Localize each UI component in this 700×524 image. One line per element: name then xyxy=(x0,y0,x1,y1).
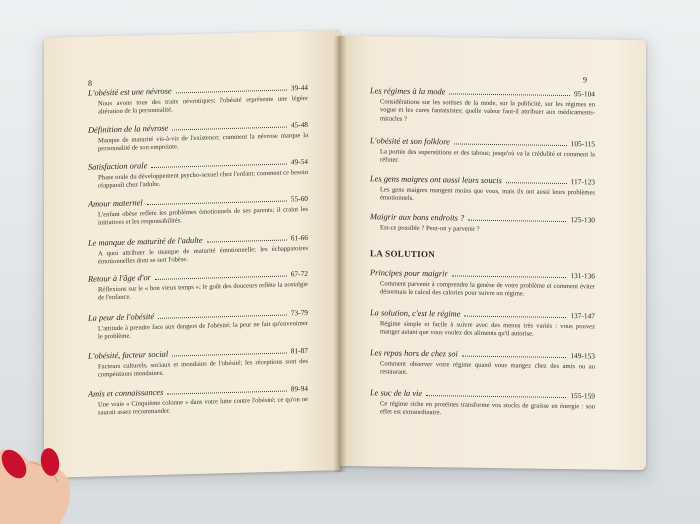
dot-leader xyxy=(468,220,566,222)
dot-leader xyxy=(452,275,567,278)
entry-title: Les régimes à la mode xyxy=(370,86,446,97)
entry-pages: 81-87 xyxy=(290,345,308,356)
toc-entry xyxy=(370,86,595,126)
dot-leader xyxy=(147,201,287,206)
dot-leader xyxy=(167,391,286,395)
entry-title: La solution, c'est le régime xyxy=(370,308,461,319)
toc-entry xyxy=(88,269,308,303)
dot-leader xyxy=(464,316,566,318)
dot-leader xyxy=(462,356,567,358)
entry-pages: 45-48 xyxy=(290,119,308,130)
entry-title: L'obésité et son folklore xyxy=(370,136,450,147)
entry-title: Le suc de la vie xyxy=(370,388,423,399)
entry-description: Considérations sur les sottises de la mode, sur la publicité, sur les régimes en vogue et les cures fantaisistes; quelle valeur faut-il attribuer aux médicaments-miracles ? xyxy=(380,98,595,123)
toc-entry xyxy=(88,194,308,228)
toc-entry xyxy=(370,174,595,206)
entry-description: Réflexions sur le « bon vieux temps »; le goût des douceurs reflète la nostalgie de l'enfance. xyxy=(98,280,308,302)
entry-pages: 67-72 xyxy=(290,268,308,279)
entry-title: Amour maternel xyxy=(88,198,143,209)
toc-entry xyxy=(370,268,595,300)
entry-pages: 73-79 xyxy=(290,307,308,318)
dot-leader xyxy=(155,276,287,280)
entry-description: Comment observer votre régime quand vous mangez chez des amis ou au restaurant. xyxy=(380,360,595,377)
entry-description: Phase orale du développement psycho-sexuel chez l'enfant; comment ce besoin réapparaît chez l'adulte. xyxy=(98,168,308,190)
entry-pages: 49-54 xyxy=(290,156,308,167)
dot-leader xyxy=(158,315,287,319)
entry-description: Nous avons tous des traits névrotiques; l'obésité représente une légère altération de la personnalité. xyxy=(98,94,308,116)
dot-leader xyxy=(454,143,567,146)
toc-entry xyxy=(370,308,595,340)
toc-entry xyxy=(88,384,308,418)
toc-entry xyxy=(88,233,308,267)
dot-leader xyxy=(172,353,287,357)
toc-entry xyxy=(88,308,308,342)
entry-title: Amis et connaissances xyxy=(88,387,164,399)
toc-entry xyxy=(88,120,308,154)
entry-title: Le manque de maturité de l'adulte xyxy=(88,235,203,248)
dot-leader xyxy=(207,240,287,243)
entry-pages: 155-159 xyxy=(570,391,595,401)
entry-pages: 105-115 xyxy=(570,139,595,149)
entry-pages: 125-130 xyxy=(570,215,595,225)
entry-title: Les repas hors de chez soi xyxy=(370,348,458,359)
entry-pages: 95-104 xyxy=(574,89,595,99)
entry-pages: 89-94 xyxy=(290,383,308,394)
toc-entry xyxy=(88,346,308,380)
left-page-number: 8 xyxy=(88,78,92,88)
entry-title: L'obésité est une névrose xyxy=(88,86,172,98)
entry-pages: 61-66 xyxy=(290,232,308,243)
dot-leader xyxy=(506,182,567,184)
left-page xyxy=(44,30,340,478)
entry-description: Manque de maturité vis-à-vis de l'existence; comment la névrose marque la personnalité de son empreinte. xyxy=(98,131,308,153)
entry-title: L'obésité, facteur social xyxy=(88,349,169,361)
toc-entry xyxy=(88,157,308,191)
entry-title: Maigrir aux bons endroits ? xyxy=(370,212,465,223)
book-gutter xyxy=(334,36,346,472)
right-page-number: 9 xyxy=(583,75,587,85)
toc-entry xyxy=(370,348,595,380)
dot-leader xyxy=(176,90,287,94)
entry-pages: 149-153 xyxy=(570,351,595,361)
dot-leader xyxy=(449,93,570,96)
entry-description: Une vraie « Cinquième colonne » dans votre lutte contre l'obésité; ce qu'on ne saurait assez recommander. xyxy=(98,395,308,417)
entry-pages: 117-123 xyxy=(570,177,595,187)
entry-description: L'enfant obèse reflète les problèmes émotionnels de ses parents; il craint les initiatives et les responsabilités. xyxy=(98,205,308,227)
toc-entry xyxy=(370,136,595,168)
entry-description: La portée des superstitions et des tabous; jusqu'où va la crédulité et comment la réfuter. xyxy=(380,148,595,164)
hand-holding-book xyxy=(0,430,100,524)
entry-description: Est-ce possible ? Peut-on y parvenir ? xyxy=(380,224,480,233)
entry-pages: 131-136 xyxy=(570,271,595,281)
section-heading: LA SOLUTION xyxy=(370,248,436,260)
entry-title: Principes pour maigrir xyxy=(370,268,448,279)
dot-leader xyxy=(426,395,566,398)
dot-leader xyxy=(172,127,286,131)
right-page xyxy=(340,36,646,470)
toc-entry xyxy=(370,388,595,420)
entry-description: Comment parvenir à comprendre la genèse de votre problème et comment éviter désormais le calcul des calories pour suivre un régime. xyxy=(380,280,595,298)
entry-title: Les gens maigres ont aussi leurs soucis xyxy=(370,174,502,186)
entry-pages: 137-147 xyxy=(570,311,595,321)
dot-leader xyxy=(151,164,286,169)
entry-description: Ce régime riche en protéines transforme vos stocks de graisse en énergie : son effet est extraordinaire. xyxy=(380,400,595,417)
entry-title: Satisfaction orale xyxy=(88,161,148,172)
toc-entry xyxy=(88,83,308,117)
entry-description: Les gens maigres mangent moins que vous, mais ils ont aussi leurs problèmes émotionnels. xyxy=(380,186,595,203)
entry-description: Facteurs culturels, sociaux et mondains de l'obésité; les réceptions sont des compétitions mondaines. xyxy=(98,357,308,379)
entry-description: Régime simple et facile à suivre avec des menus très variés : vous pouvez manger autant que vous voulez des aliments qu'il autorise. xyxy=(380,320,595,338)
entry-title: Définition de la névrose xyxy=(88,123,169,135)
entry-pages: 55-60 xyxy=(290,193,308,204)
entry-description: A quoi attribuer le manque de maturité émotionnelle; les échappatoires émotionnelles dont se sert l'obèse. xyxy=(98,244,308,266)
entry-title: La peur de l'obésité xyxy=(88,311,155,323)
toc-entry xyxy=(370,212,595,235)
entry-description: L'attitude à prendre face aux dangers de l'obésité; la peur ne fait qu'envenimer le problème. xyxy=(98,319,308,341)
entry-pages: 39-44 xyxy=(290,82,308,93)
entry-title: Retour à l'âge d'or xyxy=(88,273,151,284)
